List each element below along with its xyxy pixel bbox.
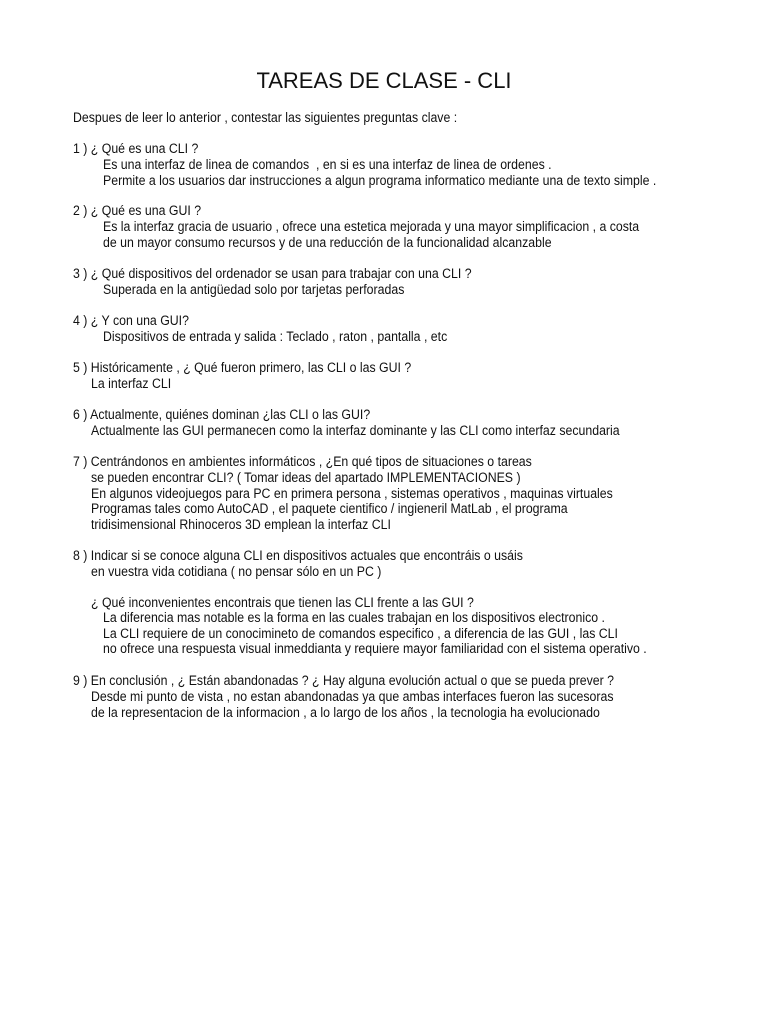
question-6: 6 ) Actualmente, quiénes dominan ¿las CLI o las GUI? (73, 407, 371, 422)
question-3: 3 ) ¿ Qué dispositivos del ordenador se usan para trabajar con una CLI ? (73, 266, 472, 281)
question-7-line-1: 7 ) Centrándonos en ambientes informáticos , ¿En qué tipos de situaciones o tareas (73, 454, 532, 469)
page-title: TAREAS DE CLASE - CLI (256, 68, 512, 93)
answer-7-line-1: En algunos videojuegos para PC en primera persona , sistemas operativos , maquinas virtuales (91, 486, 613, 501)
answer-9-line-1: Desde mi punto de vista , no estan abandonadas ya que ambas interfaces fueron las sucesoras (91, 689, 614, 704)
answer-1-line-2: Permite a los usuarios dar instrucciones a algun programa informatico mediante una de texto simple . (103, 173, 657, 188)
question-2: 2 ) ¿ Qué es una GUI ? (73, 203, 202, 218)
answer-4-line-1: Dispositivos de entrada y salida : Teclado , raton , pantalla , etc (103, 329, 448, 344)
question-7-line-2: se pueden encontrar CLI? ( Tomar ideas del apartado IMPLEMENTACIONES ) (91, 470, 521, 485)
answer-8-line-2: La CLI requiere de un conocimineto de comandos especifico , a diferencia de las GUI , las CLI (103, 626, 618, 641)
answer-8-line-1: La diferencia mas notable es la forma en las cuales trabajan en los dispositivos electronico . (103, 610, 605, 625)
answer-2-line-1: Es la interfaz gracia de usuario , ofrece una estetica mejorada y una mayor simplificacion , a costa (103, 219, 640, 234)
question-9: 9 ) En conclusión , ¿ Están abandonadas ? ¿ Hay alguna evolución actual o que se pueda prever ? (73, 673, 615, 688)
intro-text: Despues de leer lo anterior , contestar las siguientes preguntas clave : (73, 110, 458, 125)
answer-8-line-3: no ofrece una respuesta visual inmeddianta y requiere mayor familiaridad con el sistema operativo . (103, 641, 647, 656)
question-8-subquestion: ¿ Qué inconvenientes encontrais que tienen las CLI frente a las GUI ? (91, 595, 474, 610)
answer-5-line-1: La interfaz CLI (91, 376, 172, 391)
answer-6-line-1: Actualmente las GUI permanecen como la interfaz dominante y las CLI como interfaz secundaria (91, 423, 620, 438)
question-8-line-1: 8 ) Indicar si se conoce alguna CLI en dispositivos actuales que encontráis o usáis (73, 548, 523, 563)
answer-3-line-1: Superada en la antigüedad solo por tarjetas perforadas (103, 282, 405, 297)
answer-9-line-2: de la representacion de la informacion , a lo largo de los años , la tecnologia ha evolucionado (91, 705, 600, 720)
question-8-line-2: en vuestra vida cotidiana ( no pensar sólo en un PC ) (91, 564, 382, 579)
question-5: 5 ) Históricamente , ¿ Qué fueron primero, las CLI o las GUI ? (73, 360, 412, 375)
answer-7-line-2: Programas tales como AutoCAD , el paquete cientifico / ingieneril MatLab , el programa (91, 501, 568, 516)
question-4: 4 ) ¿ Y con una GUI? (73, 313, 189, 328)
answer-2-line-2: de un mayor consumo recursos y de una reducción de la funcionalidad alcanzable (103, 235, 552, 250)
question-1: 1 ) ¿ Qué es una CLI ? (73, 141, 199, 156)
answer-1-line-1: Es una interfaz de linea de comandos , en si es una interfaz de linea de ordenes . (103, 157, 552, 172)
answer-7-line-3: tridisimensional Rhinoceros 3D emplean la interfaz CLI (91, 517, 391, 532)
